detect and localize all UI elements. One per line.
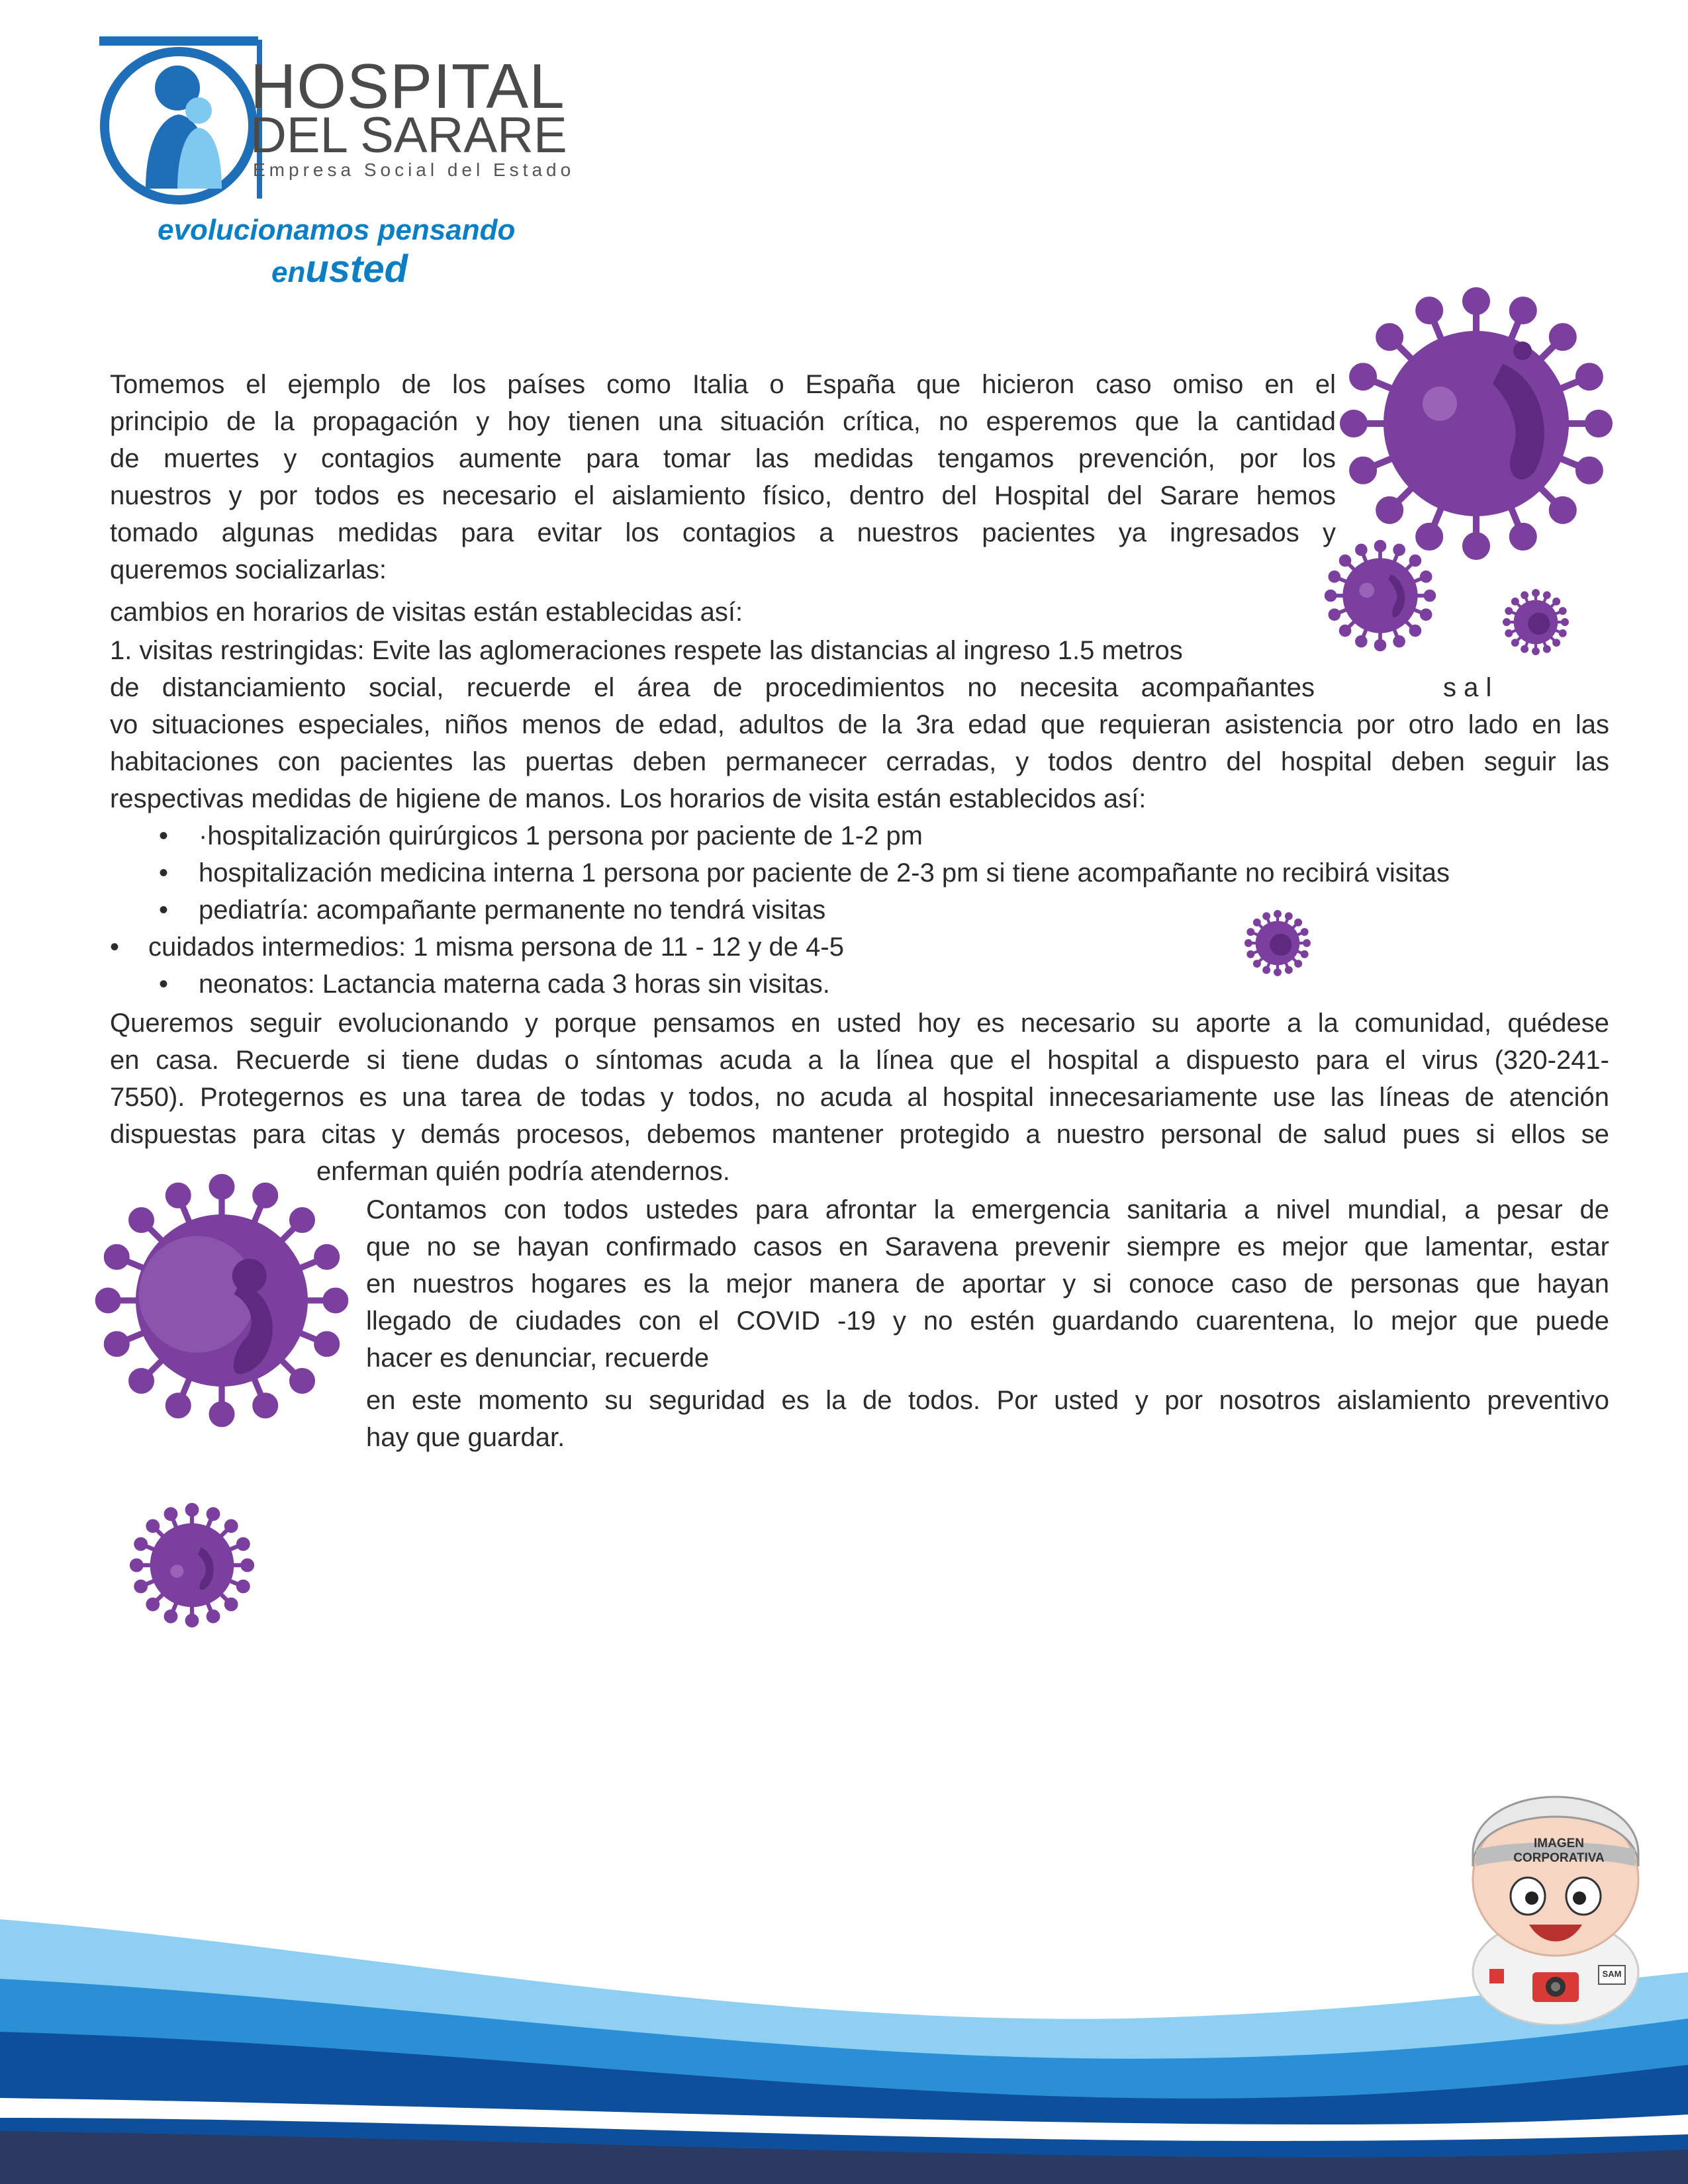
intro-line: principio de la propagación y hoy tienen una situación crítica, no esperemos que la cantidad (110, 407, 1336, 436)
virus-spike-tip (1327, 592, 1335, 600)
virus-spike-tip (148, 1522, 158, 1531)
virus-spike-tip (1544, 647, 1550, 652)
virus-spike-tip (1286, 968, 1291, 973)
virus-spike-tip (1411, 557, 1419, 565)
schedule-item: ·hospitalización quirúrgicos 1 persona por paciente de 1-2 pm (199, 821, 923, 850)
virus-spike-tip (1395, 545, 1403, 554)
schedule-item: pediatría: acompañante permanente no tendrá visitas (199, 895, 826, 925)
virus-spike-tip (1533, 590, 1538, 596)
virus-spike-tip (107, 1247, 126, 1267)
hospital-logo-icon (99, 36, 258, 208)
virus-spike-tip (168, 1396, 188, 1416)
closing-line: que no se hayan confirmado casos en Saravena prevenir siempre es mejor que lamentar, estar (366, 1232, 1609, 1261)
virus-spike-tip (1533, 649, 1538, 654)
virus-spike-tip (209, 1509, 218, 1518)
virus-spike-tip (1588, 413, 1609, 434)
virus-spike-tip (212, 1404, 232, 1424)
community-line: Queremos seguir evolucionando y porque pensamos en usted hoy es necesario su aporte a la comunidad, quédese (110, 1009, 1609, 1038)
slogan-line1: evolucionamos pensando (158, 214, 516, 246)
virus-spike-tip (1304, 940, 1309, 946)
mascot-badge-line1: IMAGEN (1534, 1837, 1584, 1850)
virus-spike-tip (166, 1509, 175, 1518)
virus-spike-tip (1246, 940, 1251, 946)
virus-spike-tip (1513, 526, 1534, 547)
virus-spike-tip (256, 1396, 275, 1416)
virus-spike-tip (1264, 968, 1269, 973)
intro-line: de muertes y contagios aumente para tomar las medidas tengamos prevención, por los (110, 444, 1336, 473)
virus-spike-tip (1379, 326, 1400, 347)
virus-spike-tip (1425, 592, 1434, 600)
virus-icon (93, 1171, 351, 1430)
visits-item1-tail: s a l (1443, 673, 1492, 702)
bullet: • (159, 895, 169, 925)
virus-spike-tip (1302, 952, 1307, 957)
virus-spike-tip (1275, 970, 1280, 975)
intro-line: queremos socializarlas: (110, 555, 387, 584)
virus-spike-tip (317, 1247, 337, 1267)
virus-spike-tip (136, 1539, 145, 1549)
intro-line: nuestros y por todos es necesario el aislamiento físico, dentro del Hospital del Sarare hemos (110, 481, 1336, 510)
virus-spike-tip (1352, 460, 1374, 481)
virus-spike-tip (293, 1371, 312, 1391)
virus-spike-tip (1422, 572, 1430, 581)
virus-spike-tip (1343, 413, 1364, 434)
virus-spike-tip (1562, 619, 1568, 625)
virus-spike-tip (1376, 542, 1385, 551)
closing-line: en nuestros hogares es la mejor manera de aportar y si conoce caso de personas que hayan (366, 1269, 1609, 1298)
virus-icon (1244, 910, 1311, 976)
closing-line: hacer es denunciar, recuerde (366, 1343, 710, 1373)
virus-spike-tip (226, 1522, 236, 1531)
virus-spike-tip (1248, 929, 1253, 934)
virus-spike-tip (1254, 961, 1260, 966)
virus-spike-tip (1376, 641, 1385, 649)
logo-title-line2: DEL SARARE (250, 107, 567, 163)
virus-spike-tip (1341, 626, 1350, 635)
bullet: • (159, 970, 169, 999)
virus-spike-tip (1419, 300, 1440, 321)
virus-spike-tip (226, 1600, 236, 1609)
virus-spike-tip (1513, 640, 1518, 645)
virus-spike-tip (132, 1561, 141, 1570)
virus-spike-tip (1295, 961, 1301, 966)
logo-title: HOSPITAL (250, 51, 565, 122)
virus-spike-tip (238, 1582, 248, 1591)
virus-spike-tip (1466, 291, 1487, 312)
intro-paragraph (110, 366, 1336, 588)
mascot-badge-line2: CORPORATIVA (1513, 1851, 1605, 1865)
virus-spike-tip (187, 1615, 197, 1625)
virus-spike-tip (256, 1185, 275, 1205)
visits-item1-line: respectivas medidas de higiene de manos. Los horarios de visita están establecidos así: (110, 784, 1147, 813)
footer-waves (0, 1906, 1688, 2184)
virus-spike-tip (136, 1582, 145, 1591)
community-line: dispuestas para citas y demás procesos, debemos mantener protegido a nuestro personal de salud pues si ellos se (110, 1120, 1609, 1149)
virus-spike-tip (1254, 920, 1260, 925)
virus-spike-tip (238, 1539, 248, 1549)
visits-item1-line: 1. visitas restringidas: Evite las aglomeraciones respete las distancias al ingreso 1.5 metros (110, 636, 1183, 665)
virus-spike-tip (1560, 631, 1566, 636)
virus-spike-tip (1264, 913, 1269, 919)
virus-spike-tip (1379, 500, 1400, 521)
virus-spike-tip (132, 1210, 152, 1230)
virus-spike-tip (148, 1600, 158, 1609)
bullet: • (159, 821, 169, 850)
virus-spike-tip (1411, 626, 1419, 635)
closing-line: llegado de ciudades con el COVID -19 y no estén guardando cuarentena, lo mejor que puede (366, 1306, 1609, 1336)
visits-item1-line: vo situaciones especiales, niños menos de edad, adultos de la 3ra edad que requieran asistencia por otro lado en las (110, 710, 1609, 739)
community-last-line: enferman quién podría atendernos. (316, 1157, 730, 1186)
virus-icon (1503, 589, 1569, 655)
virus-spike-tip (1560, 608, 1566, 614)
visits-item1-line: habitaciones con pacientes las puertas deben permanecer cerradas, y todos dentro del hospital deben seguir las (110, 747, 1609, 776)
virus-spike-tip (98, 1291, 118, 1310)
virus-spike-tip (1341, 557, 1350, 565)
visits-heading: cambios en horarios de visitas están establecidas así: (110, 598, 743, 627)
virus-spike-tip (187, 1505, 197, 1514)
virus-spike-tip (1506, 608, 1511, 614)
virus-spike-tip (1554, 640, 1559, 645)
virus-spike-tip (317, 1334, 337, 1354)
mascot-icon (1443, 1774, 1668, 2025)
virus-spike-tip (1579, 366, 1600, 387)
virus-spike-tip (1286, 913, 1291, 919)
virus-spike-tip (1466, 535, 1487, 557)
virus-spike-tip (107, 1334, 126, 1354)
virus-spike-tip (242, 1561, 252, 1570)
virus-spike-tip (1352, 366, 1374, 387)
virus-icon (1337, 285, 1615, 563)
virus-spike-tip (1513, 300, 1534, 321)
visits-item1-line: de distanciamiento social, recuerde el área de procedimientos no necesita acompañantes (110, 673, 1315, 702)
virus-spike-tip (1302, 929, 1307, 934)
virus-spike-tip (209, 1612, 218, 1621)
virus-spike-tip (1395, 637, 1403, 646)
virus-spike-tip (1357, 545, 1366, 554)
closing-line: hay que guardar. (366, 1423, 565, 1452)
community-line: 7550). Protegernos es una tarea de todas y todos, no acuda al hospital innecesariamente use las líneas de atención (110, 1083, 1609, 1112)
slogan-usted: usted (305, 248, 408, 291)
virus-spike-tip (1504, 619, 1509, 625)
virus-spike-tip (1357, 637, 1366, 646)
schedule-item: hospitalización medicina interna 1 persona por paciente de 2-3 pm si tiene acompañante no recibirá visitas (199, 858, 1450, 887)
closing-line: Contamos con todos ustedes para afrontar la emergencia sanitaria a nivel mundial, a pesar de (366, 1195, 1609, 1224)
virus-spike-tip (326, 1291, 346, 1310)
virus-spike-tip (1522, 592, 1527, 598)
community-line: en casa. Recuerde si tiene dudas o síntomas acuda a la línea que el hospital a dispuesto para el virus (320-241- (110, 1046, 1609, 1075)
virus-spike-tip (1522, 647, 1527, 652)
virus-icon (1324, 539, 1436, 652)
bullet: • (110, 933, 120, 962)
virus-spike-tip (1554, 599, 1559, 604)
mascot-tag: SAM (1602, 1969, 1622, 1979)
virus-spike-tip (293, 1210, 312, 1230)
virus-icon (129, 1502, 255, 1628)
slogan-en: en (271, 256, 306, 289)
virus-spike-tip (1552, 326, 1573, 347)
closing-line: en este momento su seguridad es la de todos. Por usted y por nosotros aislamiento preventivo (366, 1386, 1609, 1415)
virus-spike-tip (132, 1371, 152, 1391)
virus-spike-tip (1422, 610, 1430, 619)
mascot-badge (1509, 1837, 1609, 1866)
virus-spike-tip (166, 1612, 175, 1621)
intro-line: Tomemos el ejemplo de los países como Italia o España que hicieron caso omiso en el (110, 370, 1336, 399)
virus-spike-tip (212, 1177, 232, 1197)
schedule-item: cuidados intermedios: 1 misma persona de 11 - 12 y de 4-5 (148, 933, 844, 962)
virus-spike-tip (1275, 911, 1280, 917)
virus-spike-tip (1544, 592, 1550, 598)
virus-spike-tip (168, 1185, 188, 1205)
virus-spike-tip (1295, 920, 1301, 925)
virus-spike-tip (1513, 599, 1518, 604)
logo-subtitle: Empresa Social del Estado (253, 159, 575, 180)
virus-spike-tip (1248, 952, 1253, 957)
virus-spike-tip (1579, 460, 1600, 481)
slogan-line2 (271, 247, 408, 291)
hospital-logo (99, 36, 576, 291)
bullet: • (159, 858, 169, 887)
schedule-item: neonatos: Lactancia materna cada 3 horas sin visitas. (199, 970, 830, 999)
virus-spike-tip (1552, 500, 1573, 521)
virus-spike-tip (1330, 610, 1338, 619)
virus-spike-tip (1506, 631, 1511, 636)
intro-line: tomado algunas medidas para evitar los contagios a nuestros pacientes ya ingresados y (110, 518, 1336, 547)
